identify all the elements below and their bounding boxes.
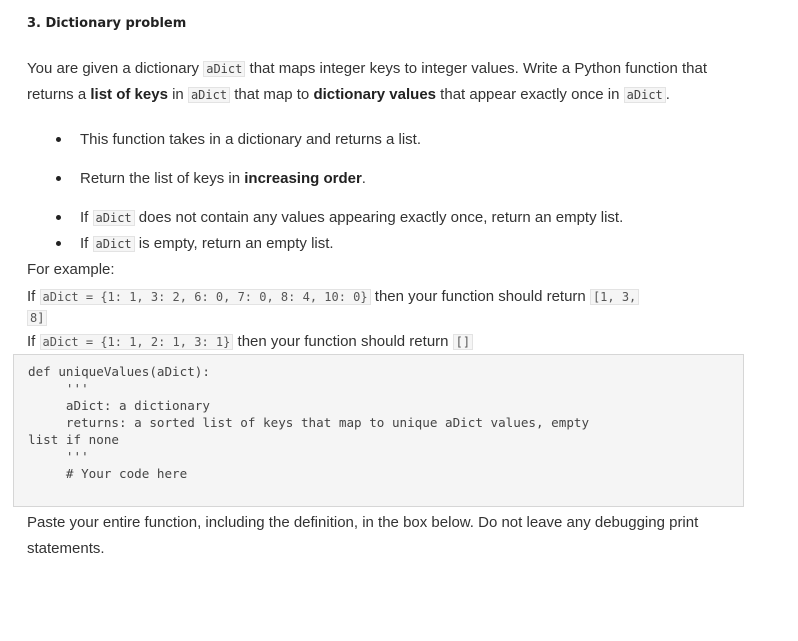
bold-text: increasing order xyxy=(244,170,362,187)
instructions-footer: Paste your entire function, including the definition, in the box below. Do not leave any debugging print statements. xyxy=(27,514,699,557)
inline-code: aDict xyxy=(203,61,245,77)
problem-description xyxy=(27,56,757,108)
inline-code: aDict xyxy=(93,210,135,226)
intro-text: . xyxy=(665,86,670,103)
intro-text: that map to xyxy=(230,86,314,103)
intro-text: that maps integer keys to integer values. Write a Python function that returns a xyxy=(27,60,707,103)
example-heading: For example: xyxy=(27,261,115,278)
code-text: def uniqueValues(aDict): ''' aDict: a dictionary returns: a sorted list of keys that map to unique aDict values, empty list if none ''' # Your code here xyxy=(28,364,590,481)
bold-text: list of keys xyxy=(90,86,168,103)
inline-code: aDict xyxy=(93,236,135,252)
bullet-item: Return the list of keys in increasing order. xyxy=(80,170,366,187)
inline-code: aDict xyxy=(624,87,666,103)
inline-code: [] xyxy=(453,334,473,350)
bullet-item: If aDict is empty, return an empty list. xyxy=(80,235,334,252)
inline-code: [1, 3, xyxy=(590,289,639,305)
intro-text: that appear exactly once in xyxy=(436,86,624,103)
bullet-item: If aDict does not contain any values appearing exactly once, return an empty list. xyxy=(80,209,624,226)
example-1-continued xyxy=(27,308,47,328)
inline-code: aDict = {1: 1, 3: 2, 6: 0, 7: 0, 8: 4, 10: 0} xyxy=(40,289,371,305)
inline-code: aDict xyxy=(188,87,230,103)
intro-text: You are given a dictionary xyxy=(27,60,204,77)
example-2: If aDict = {1: 1, 2: 1, 3: 1} then your function should return [] xyxy=(27,332,473,352)
inline-code: aDict = {1: 1, 2: 1, 3: 1} xyxy=(40,334,234,350)
code-block xyxy=(13,354,744,507)
bold-text: dictionary values xyxy=(313,86,437,103)
inline-code: 8] xyxy=(27,310,47,326)
problem-title: 3. Dictionary problem xyxy=(27,16,187,31)
intro-text: in xyxy=(167,86,188,103)
bullet-item: This function takes in a dictionary and returns a list. xyxy=(80,131,422,148)
example-1: If aDict = {1: 1, 3: 2, 6: 0, 7: 0, 8: 4, 10: 0} then your function should return [1, 3, xyxy=(27,287,639,307)
